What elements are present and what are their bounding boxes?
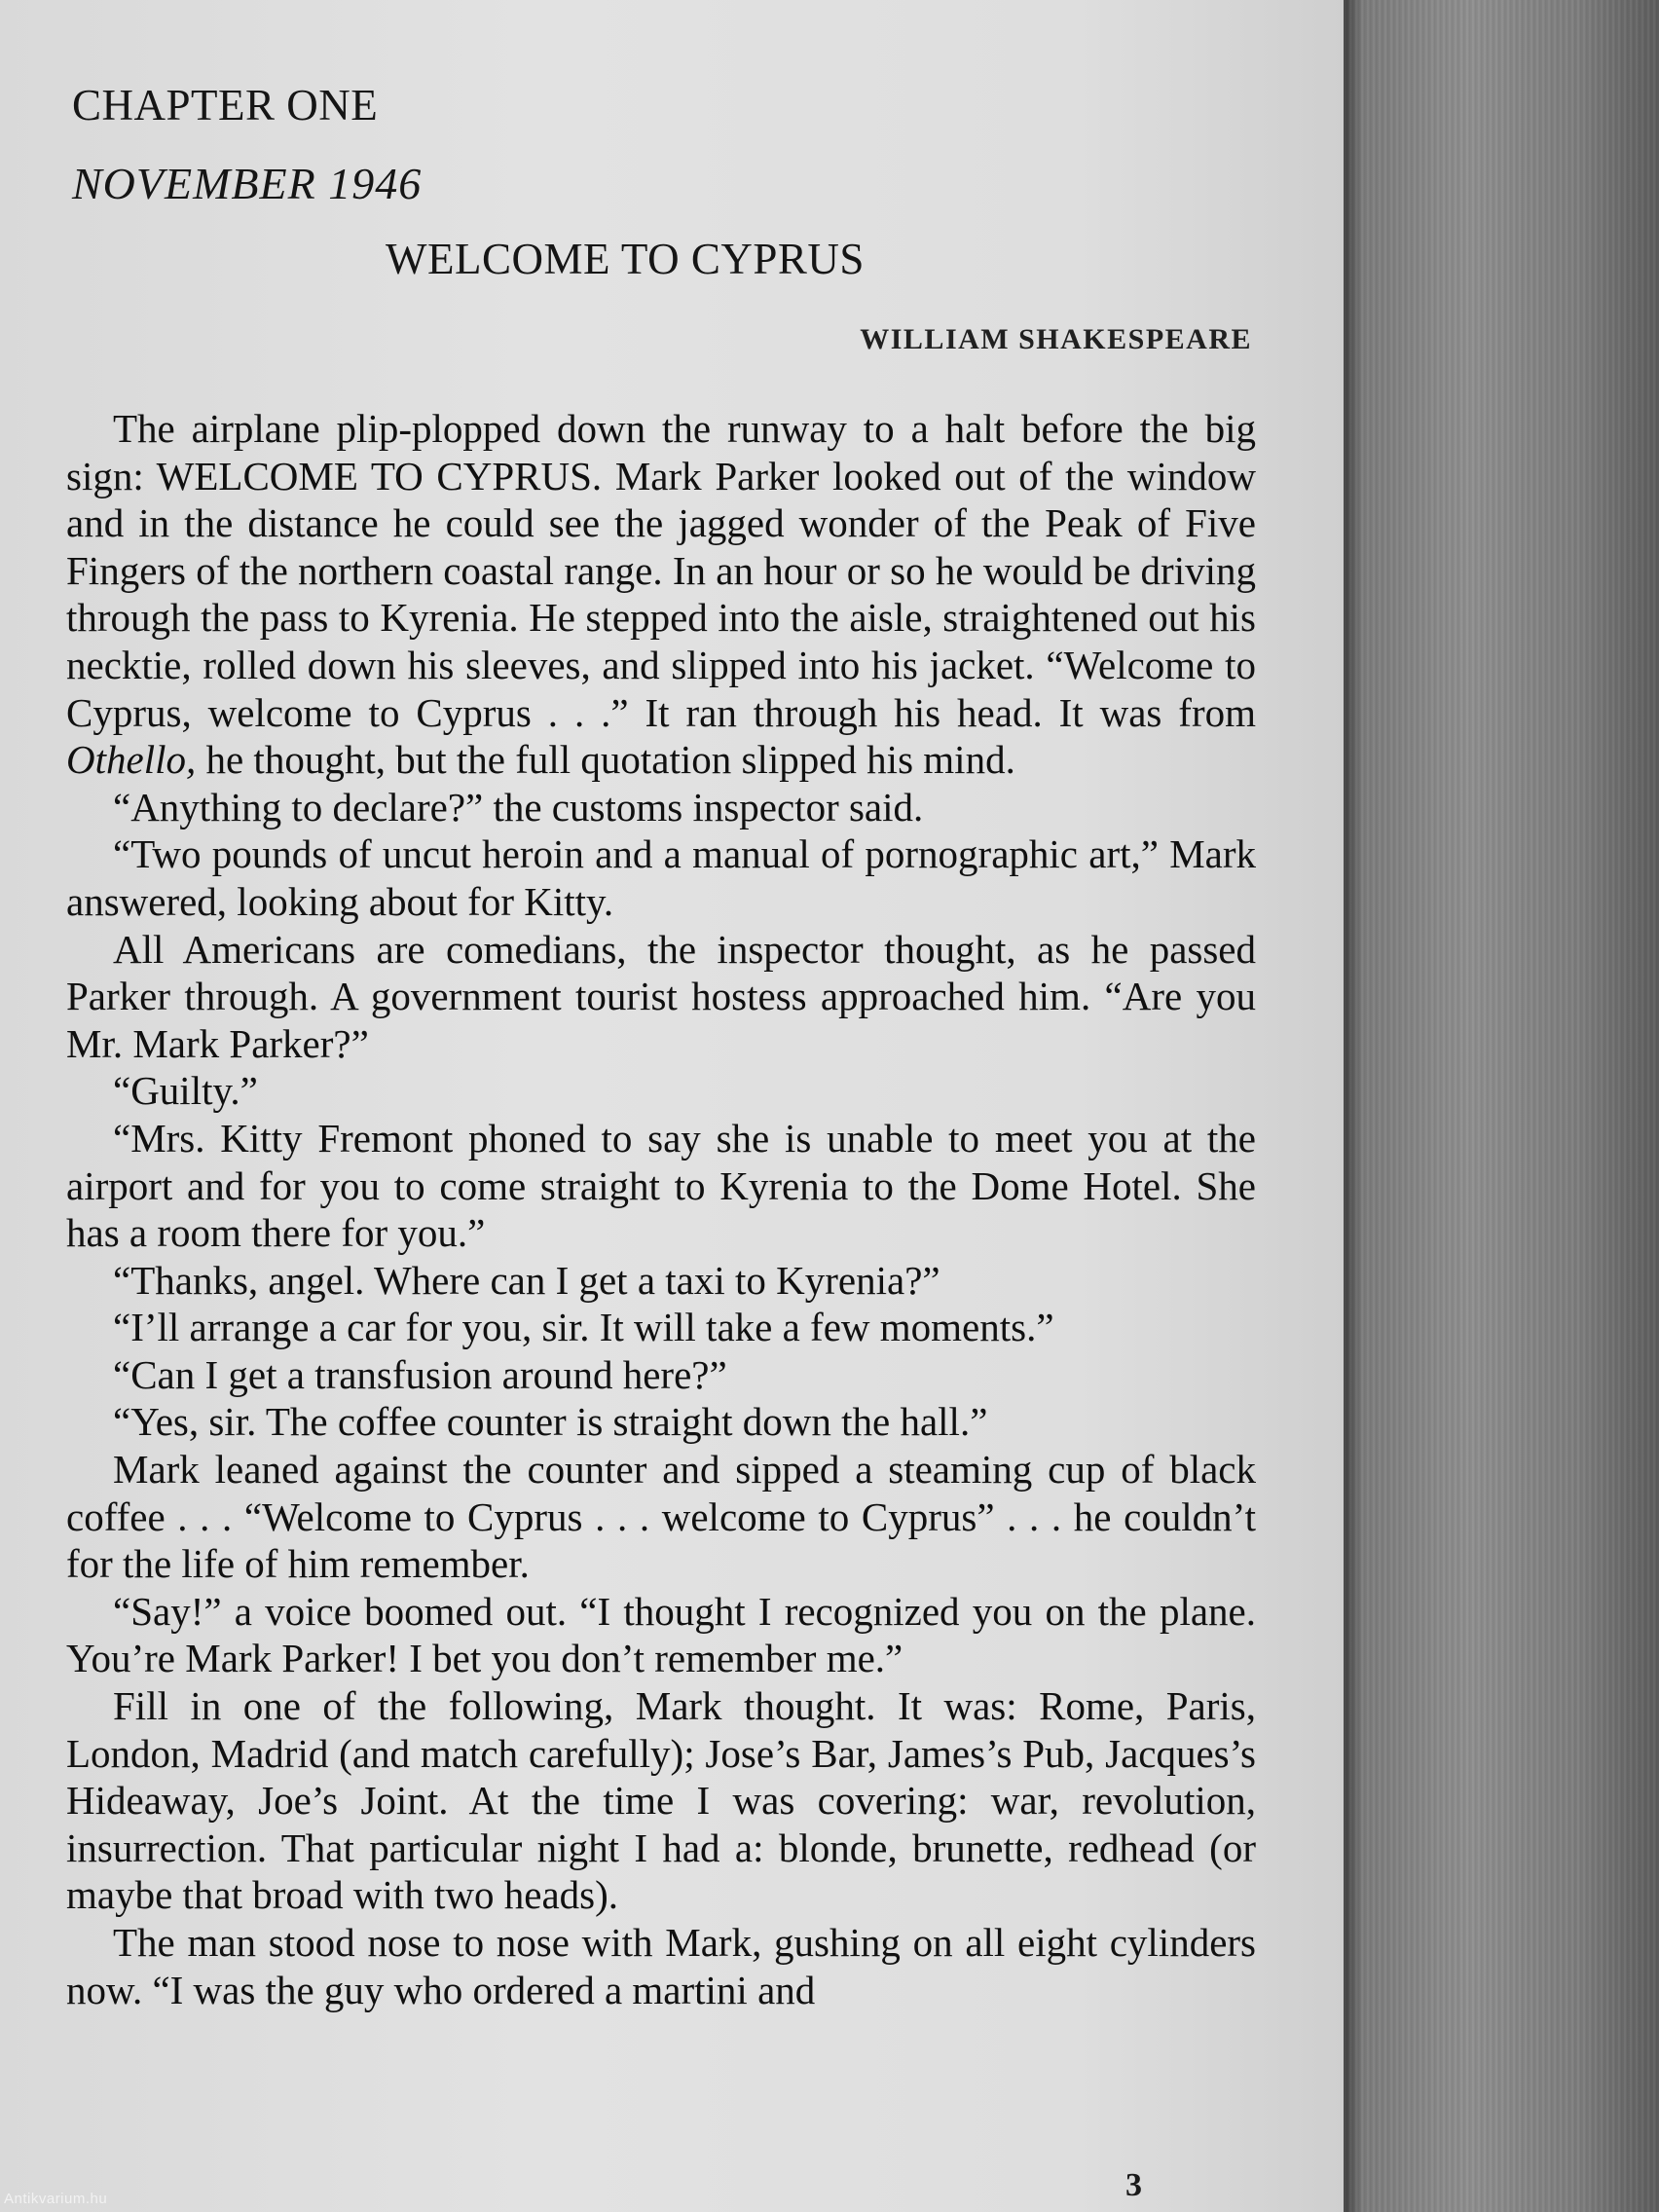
paragraph: “Thanks, angel. Where can I get a taxi to Kyrenia?” [113,1257,940,1303]
attribution: WILLIAM SHAKESPEARE [860,323,1252,355]
body-text [66,405,1256,2013]
paragraph: “Guilty.” [113,1068,258,1114]
chapter-heading: CHAPTER ONE [72,81,379,129]
date-line: NOVEMBER 1946 [72,159,423,208]
paragraph: “I’ll arrange a car for you, sir. It will take a few moments.” [113,1305,1054,1350]
paragraph: Mark leaned against the counter and sipped a steaming cup of black coffee . . . “Welcome to Cyprus . . . welcome to Cyprus” . . . he couldn’t for the life of him remember. [66,1447,1256,1587]
paragraph: “Can I get a transfusion around here?” [113,1351,727,1397]
page-edge-texture [1344,0,1659,2212]
paragraph: “Yes, sir. The coffee counter is straight down the hall.” [113,1399,988,1445]
paragraph: “Two pounds of uncut heroin and a manual of pornographic art,” Mark answered, looking about for Kitty. [66,831,1256,924]
section-title: WELCOME TO CYPRUS [386,235,865,283]
paragraph: The man stood nose to nose with Mark, gushing on all eight cylinders now. “I was the guy who ordered a martini and [66,1920,1256,2012]
paragraph: All Americans are comedians, the inspector thought, as he passed Parker through. A government tourist hostess approached him. “Are you Mr. Mark Parker?” [66,926,1256,1066]
paragraph: “Mrs. Kitty Fremont phoned to say she is unable to meet you at the airport and for you to come straight to Kyrenia to the Dome Hotel. She has a room there for you.” [66,1115,1256,1256]
watermark: Antikvarium.hu [4,2191,108,2207]
paragraph: Fill in one of the following, Mark thought. It was: Rome, Paris, London, Madrid (and match carefully); Jose’s Bar, James’s Pub, Jacques’s Hideaway, Joe’s Joint. At the time I was covering: war, revolution, insurrection. That particular night I had a: blonde, brunette, redhead (or maybe that broad with two heads). [66,1683,1256,1918]
paragraph: The airplane plip-plopped down the runway to a halt before the big sign: WELCOME TO CYPRUS. Mark Parker looked out of the window and in the distance he could see the jagged wonder of the Peak of Five Fingers of the northern coastal range. In an hour or so he would be driving through the pass to Kyrenia. He stepped into the aisle, straightened out his necktie, rolled down his sleeves, and slipped into his jacket. “Welcome to Cyprus, welcome to Cyprus . . .” It ran through his head. It was from Othello, he thought, but the full quotation slipped his mind. [66,406,1256,783]
page-edge [1344,0,1659,2212]
paragraph: “Anything to declare?” the customs inspector said. [113,784,924,830]
italic-title: Othello, [66,737,197,783]
paragraph: “Say!” a voice boomed out. “I thought I recognized you on the plane. You’re Mark Parker! I bet you don’t remember me.” [66,1588,1256,1681]
page-number: 3 [1125,2167,1142,2203]
